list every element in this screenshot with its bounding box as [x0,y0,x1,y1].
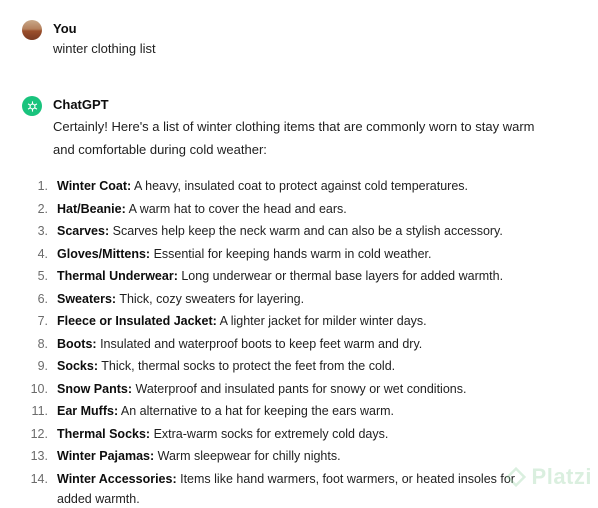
list-item-term: Thermal Socks: [57,426,151,441]
list-item-description: Long underwear or thermal base layers for added warmth. [181,269,504,283]
list-item-number: 5. [37,269,48,283]
list-item-term: Gloves/Mittens: [57,246,151,261]
list-item-description: Warm sleepwear for chilly nights. [157,449,341,463]
list-item-term: Sweaters: [57,291,117,306]
list-item-term: Winter Coat: [57,179,132,193]
list-item-number: 6. [37,291,48,306]
list-item-number: 7. [37,314,48,328]
assistant-name: ChatGPT [53,97,109,112]
list-item-number: 13. [30,449,48,463]
list-item-description: Thick, cozy sweaters for layering. [119,291,305,306]
list-item-body [57,200,347,218]
list-item-body [57,447,341,465]
list-item-number: 12. [30,426,48,441]
list-item-body [57,402,394,420]
list-item-body [57,470,515,488]
list-item-term: Snow Pants: [57,381,133,396]
list-item-term: Ear Muffs: [57,404,119,418]
chatgpt-logo-icon [22,96,42,116]
list-item-term: Fleece or Insulated Jacket: [57,314,217,328]
list-item-description: Items like hand warmers, foot warmers, or heated insoles for [180,471,515,486]
watermark-text: Platzi [531,464,592,489]
list-item-description: An alternative to a hat for keeping the ears warm. [120,404,394,418]
list-item-body [57,335,422,353]
list-item-body [57,290,304,308]
user-name: You [53,21,77,36]
list-item-number: 3. [37,224,48,238]
platzi-logo-icon [506,467,526,487]
list-item-description: Waterproof and insulated pants for snowy or wet conditions. [135,381,467,396]
platzi-watermark [506,464,592,490]
list-item-term: Scarves: [57,224,110,238]
list-item-body [57,245,432,263]
assistant-intro: Certainly! Here's a list of winter clothing items that are commonly worn to stay warm and comfortable during cold weather: [53,119,535,157]
list-item-description: A lighter jacket for milder winter days. [219,314,427,328]
list-item-description: Extra-warm socks for extremely cold days. [153,426,389,441]
list-item-term: Thermal Underwear: [57,269,178,283]
user-message-text: winter clothing list [53,41,156,56]
list-item-body [57,425,388,443]
list-continuation: added warmth. [57,492,140,506]
list-item-body [57,312,427,330]
list-item-term: Boots: [57,336,97,351]
list-item-description: Scarves help keep the neck warm and can also be a stylish accessory. [112,224,503,238]
list-item-term: Winter Pajamas: [57,449,155,463]
list-item-body [57,357,395,375]
list-item-number: 1. [37,179,48,193]
list-item-number: 4. [37,246,48,261]
list-item-number: 10. [30,381,48,396]
list-item-number: 9. [37,359,48,373]
list-item-body [57,222,503,240]
list-item-body [57,177,468,195]
user-avatar [22,20,42,40]
list-item-description: A warm hat to cover the head and ears. [128,201,347,216]
list-item-description: Thick, thermal socks to protect the feet from the cold. [101,359,396,373]
list-item-number: 14. [30,471,48,486]
list-item-description: Essential for keeping hands warm in cold weather. [153,246,432,261]
list-item-term: Hat/Beanie: [57,201,126,216]
list-item-description: Insulated and waterproof boots to keep feet warm and dry. [100,336,423,351]
list-item-number: 8. [37,336,48,351]
list-item-body [57,267,503,285]
list-item-term: Socks: [57,359,98,373]
list-item-number: 11. [31,404,48,418]
list-item-body [57,380,466,398]
list-item-description: A heavy, insulated coat to protect against cold temperatures. [134,179,468,193]
list-item-number: 2. [37,201,48,216]
list-item-term: Winter Accessories: [57,471,177,486]
